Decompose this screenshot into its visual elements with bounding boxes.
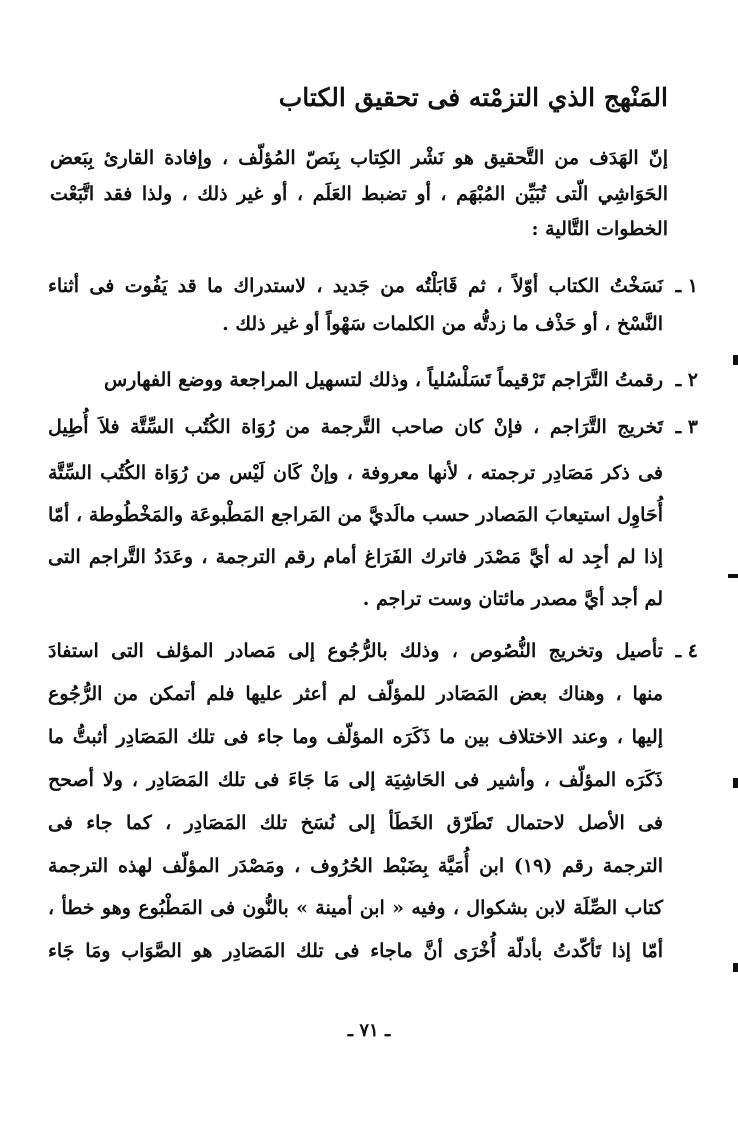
item-4-line-3: إليها ، وعند الاختلاف بين ما ذَكَرَه المؤلّف وما جاء فى تلك المَصَادِر أثبتُّ ما <box>48 726 663 748</box>
item-3-line-1: تَخريج التَّرَاجم ، فإنْ كان صاحب التَّرجمة من رُوَاة الكُتُب السِّتَّة فلاَ أُطِيل <box>48 416 663 438</box>
item-1-number: ١ ـ <box>675 275 698 297</box>
item-3-line-3: أُحَاوِل استيعابَ المَصادر حسب مالَديَّ من المَراجع المَطْبوعَة والمَخْطُوطة ، أمّا <box>48 504 663 526</box>
item-4-line-6: الترجمة رقم (١٩) ابن أُمَيَّة بِضَبْط الحُرُوف ، ومَصْدَر المؤلّف لهذه الترجمة <box>48 855 663 877</box>
page-number: ـ ٧١ ـ <box>347 1020 391 1041</box>
scan-edge-mark <box>733 963 738 972</box>
item-3-number: ٣ ـ <box>675 416 698 438</box>
item-4-line-8: أمّا إذا تَأكّدتُ بأدلّة أُخْرَى أنَّ ماجاء فى تلك المَصَادِر هو الصَّوَاب ومَا جَاء <box>48 940 663 962</box>
item-3-line-5: لم أجد أيَّ مصدر مائتان وست تراجم . <box>362 588 663 610</box>
item-4-line-7: كتاب الصِّلَة لابن بشكوال ، وفيه « ابن أمينة » بالنُّون فى المَطْبُوع وهو خطأ ، <box>48 897 663 919</box>
item-4-line-4: ذَكَرَه المؤلّف ، وأشير فى الحَاشِيَة إلى مَا جَاءَ فى تلك المَصَادِر ، ولا أصحح <box>48 769 663 791</box>
scan-edge-mark <box>728 574 738 578</box>
item-4-line-2: منها ، وهناك بعض المَصَادر للمؤلّف لم أعثر عليها فلم أتمكن من الرُّجُوع <box>48 683 663 705</box>
item-4-number: ٤ ـ <box>675 640 698 662</box>
item-4-line-1: تأصيل وتخريج النُّصُوص ، وذلك بالرُّجُوع إلى مَصادر المؤلف التى استفادَ <box>48 640 663 662</box>
intro-line-3: الخطوات التَّالية : <box>531 218 668 240</box>
item-3-line-4: إذا لم أجِد له أيَّ مَصْدَر فاترك الفَرَاغ أمام رقم الترجمة ، وعَدَدُ التَّراجم التى <box>48 546 663 568</box>
scan-edge-mark <box>733 778 738 788</box>
item-2-number: ٢ ـ <box>675 369 698 391</box>
item-3-line-2: فى ذكر مَصَادِر ترجمته ، لأنها معروفة ، وإنْ كَان لَيْس من رُوَاة الكُتُب السِّتَّة <box>48 462 663 484</box>
page-title: المَنْهج الذي التزمْته فى تحقيق الكتاب <box>278 83 668 112</box>
scan-edge-mark <box>733 355 738 365</box>
item-4-line-5: فى الأصل لاحتمال تَطَرّق الخَطَأ إلى نُسَخ تلك المَصَادِر ، كما جاء فى <box>48 812 663 834</box>
item-2-line-1: رقمتُ التَّرَاجم تَرْقيماً تَسَلْسُلياً ، وذلك لتسهيل المراجعة ووضع الفهارس <box>103 369 663 391</box>
item-1-line-2: النَّسْخ ، أو حَذْف ما زدتُّه من الكلمات سَهْواً أو غير ذلك . <box>222 313 663 335</box>
item-1-line-1: نَسَخْتُ الكتاب أوّلاً ، ثم قَابَلْتُه من جَديد ، لاستدراك ما قد يَفُوت فى أثناء <box>48 275 663 297</box>
intro-line-1: إنّ الهَدَف من التَّحقيق هو نَشْر الكِتاب بِنَصّ المُؤلّف ، وإفادة القارئ بِبَعض <box>50 147 668 169</box>
intro-line-2: الحَوَاشِي الّتى تُبَيِّن المُبْهَم ، أو تضبط العَلَم ، أو غير ذلك ، ولذا فقد اتَّبَعْت <box>50 183 668 205</box>
